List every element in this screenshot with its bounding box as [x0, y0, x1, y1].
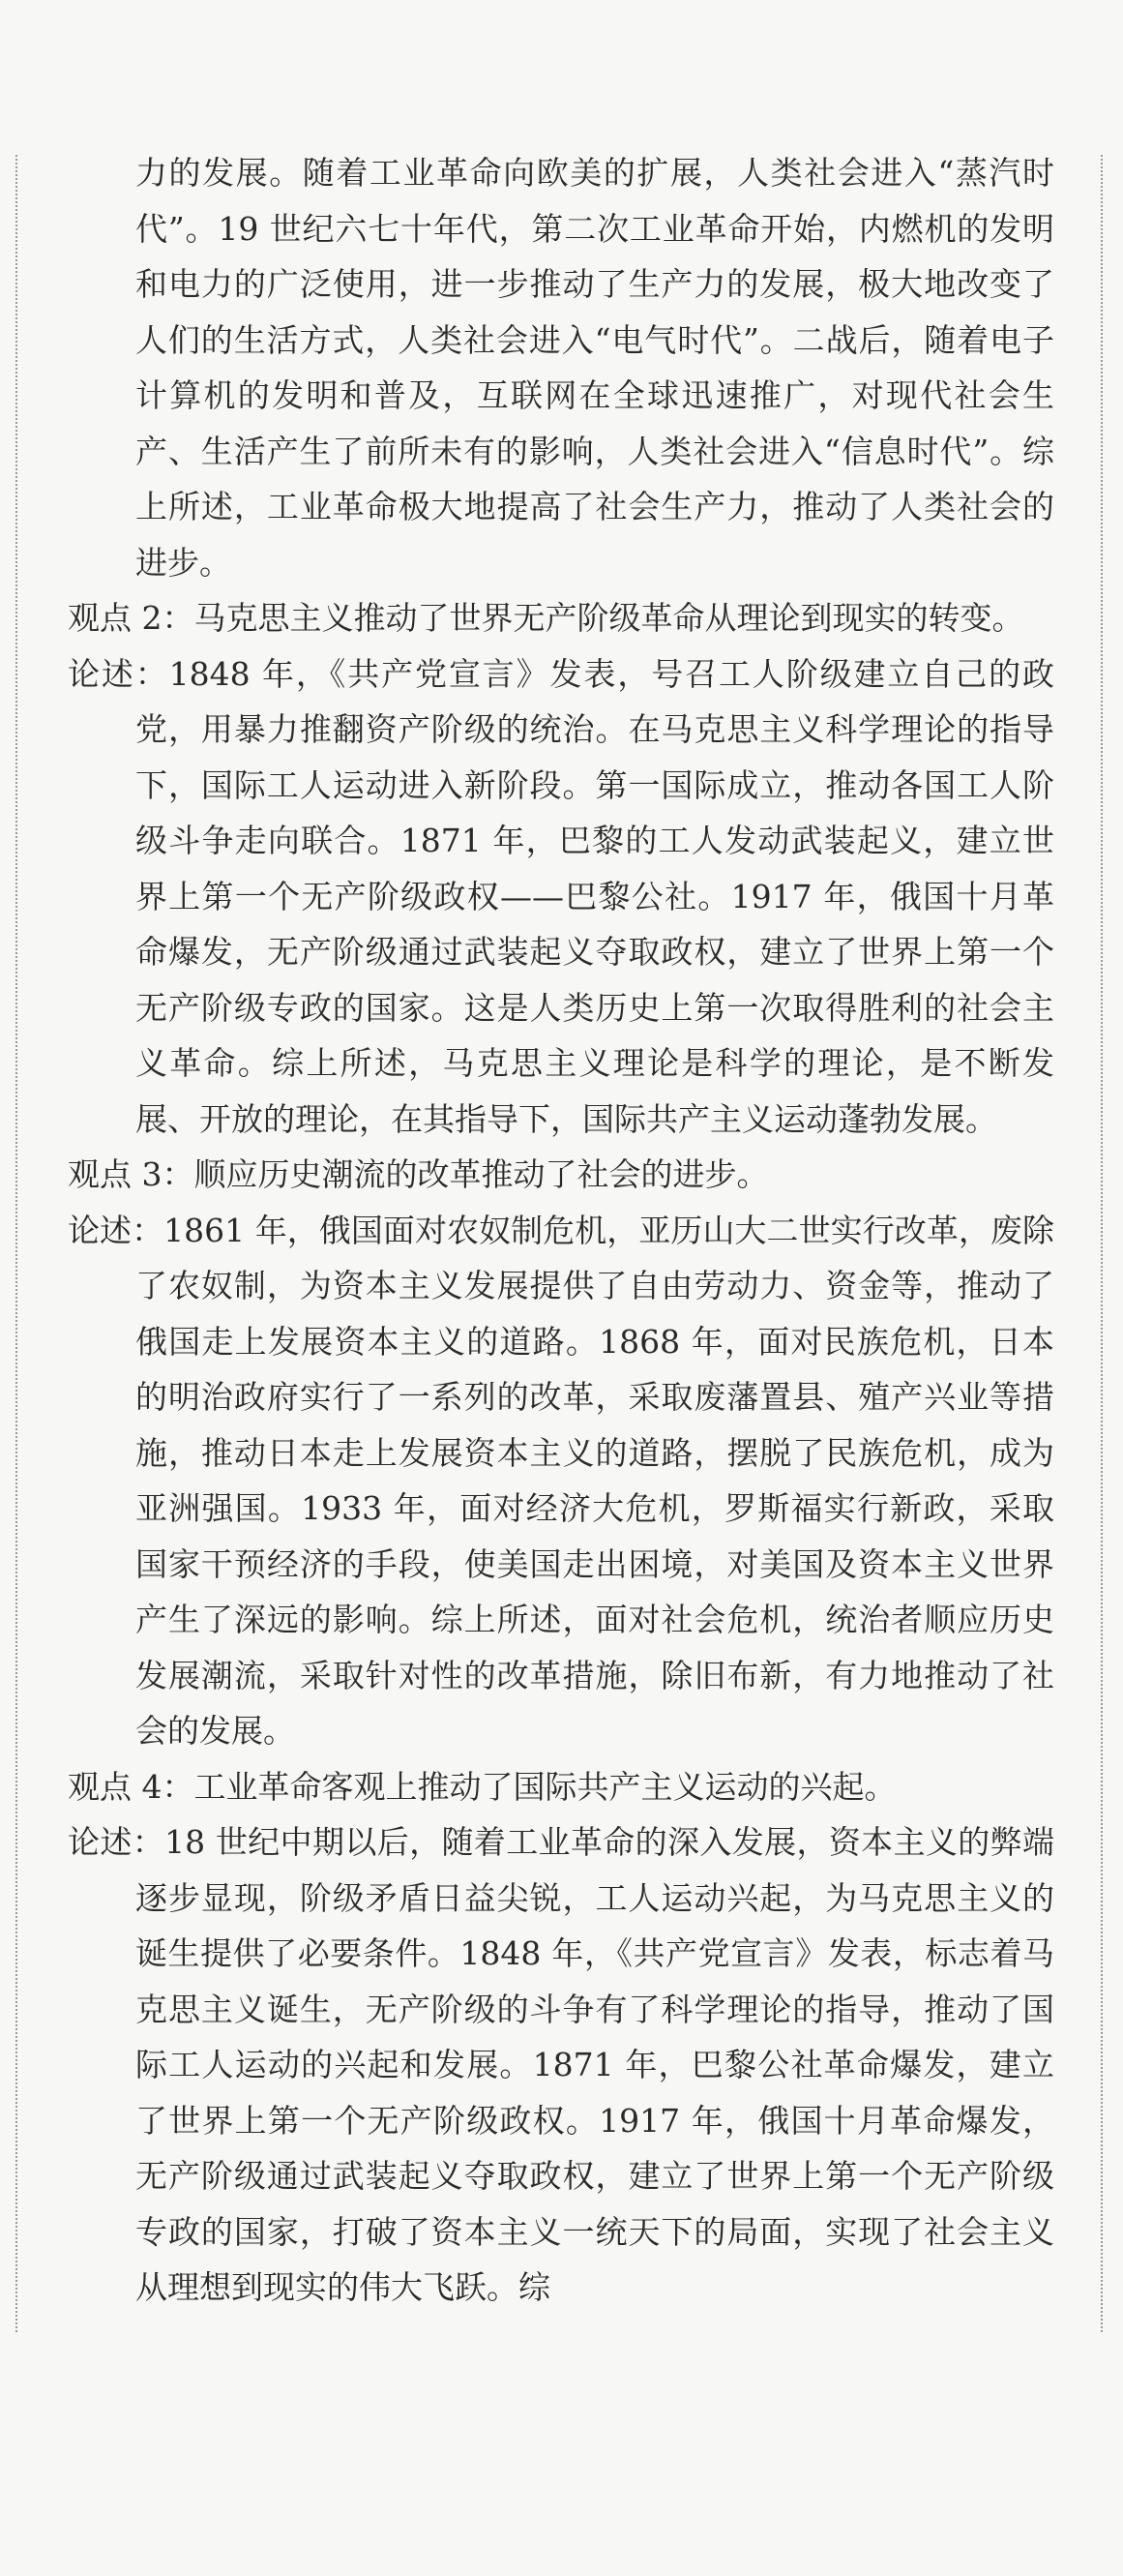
viewpoint-4-heading: 观点 4：工业革命客观上推动了国际共产主义运动的兴起。: [68, 1767, 897, 1806]
viewpoint-3-argument: 论述：1861 年，俄国面对农奴制危机，亚历山大二世实行改革，废除了农奴制，为资本主义发展提供了自由劳动力、资金等，推动了俄国走上发展资本主义的道路。1868 年，面对民族危机，日本的明治政府实行了一系列的改革，采取废藩置县、殖产兴业等措施，推动日本走上发展资本主义的道路，摆脱了民族危机，成为亚洲强国。1933 年，面对经济大危机，罗斯福实行新政，采取国家干预经济的手段，使美国走出困境，对美国及资本主义世界产生了深远的影响。综上所述，面对社会危机，统治者顺应历史发展潮流，采取针对性的改革措施，除旧布新，有力地推动了社会的发展。: [68, 1211, 1054, 1750]
viewpoint-2-argument: 论述：1848 年，《共产党宣言》发表，号召工人阶级建立自己的政党，用暴力推翻资产阶级的统治。在马克思主义科学理论的指导下，国际工人运动进入新阶段。第一国际成立，推动各国工人阶级斗争走向联合。1871 年，巴黎的工人发动武装起义，建立世界上第一个无产阶级政权——巴黎公社。1917 年，俄国十月革命爆发，无产阶级通过武装起义夺取政权，建立了世界上第一个无产阶级专政的国家。这是人类历史上第一次取得胜利的社会主义革命。综上所述，马克思主义理论是科学的理论，是不断发展、开放的理论，在其指导下，国际共产主义运动蓬勃发展。: [68, 654, 1054, 1138]
viewpoint-3-heading: 观点 3：顺应历史潮流的改革推动了社会的进步。: [68, 1155, 769, 1193]
viewpoint-4-argument: 论述：18 世纪中期以后，随着工业革命的深入发展，资本主义的弊端逐步显现，阶级矛盾日益尖锐，工人运动兴起，为马克思主义的诞生提供了必要条件。1848 年，《共产党宣言》发表，标志着马克思主义诞生，无产阶级的斗争有了科学理论的指导，推动了国际工人运动的兴起和发展。1871 年，巴黎公社革命爆发，建立了世界上第一个无产阶级政权。1917 年，俄国十月革命爆发，无产阶级通过武装起义夺取政权，建立了世界上第一个无产阶级专政的国家，打破了资本主义一统天下的局面，实现了社会主义从理想到现实的伟大飞跃。综: [68, 1823, 1054, 2306]
left-binding-margin: [15, 155, 17, 2332]
viewpoint-2-heading: 观点 2：马克思主义推动了世界无产阶级革命从理论到现实的转变。: [68, 599, 1024, 637]
continued-paragraph: 力的发展。随着工业革命向欧美的扩展，人类社会进入“蒸汽时代”。19 世纪六七十年代，第二次工业革命开始，内燃机的发明和电力的广泛使用，进一步推动了生产力的发展，极大地改变了人们的生活方式，人类社会进入“电气时代”。二战后，随着电子计算机的发明和普及，互联网在全球迅速推广，对现代社会生产、生活产生了前所未有的影响，人类社会进入“信息时代”。综上所述，工业革命极大地提高了社会生产力，推动了人类社会的进步。: [135, 154, 1054, 582]
right-binding-margin: [1101, 155, 1103, 2332]
answer-text: [68, 145, 1054, 2316]
